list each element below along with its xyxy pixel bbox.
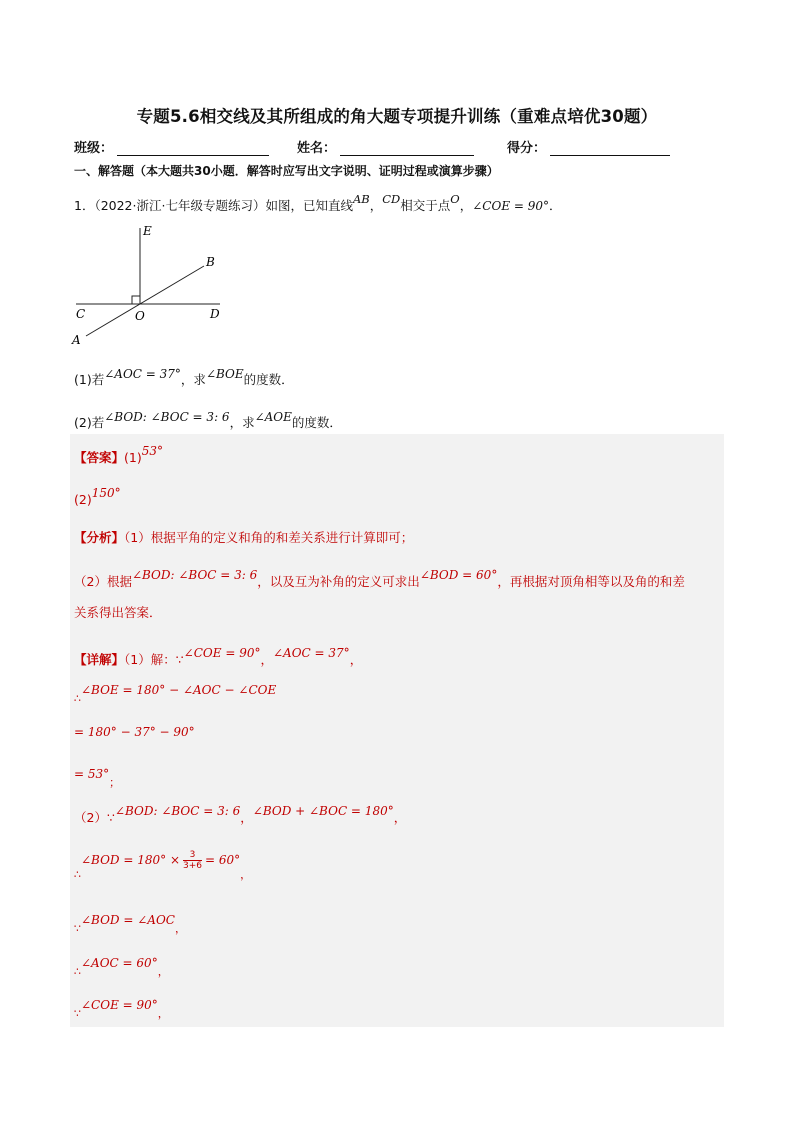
name-field [297, 137, 474, 156]
label-c: C [76, 307, 86, 321]
detail-line-5 [74, 804, 407, 826]
question-1-stem [74, 192, 562, 214]
score-label: 得分： [507, 141, 547, 156]
analysis-math-ratio: ∠BOD: ∠BOC = 3: 6 [131, 568, 258, 582]
because-symbol: ∵ [74, 1007, 81, 1020]
class-field [74, 137, 269, 156]
geometry-figure [70, 222, 230, 350]
detail-math-vertical: ∠BOD = ∠AOC [81, 913, 175, 927]
analysis-line-3 [74, 603, 162, 621]
detail-math-bod-calc-b: = 60° [205, 853, 241, 867]
therefore-symbol: ∴ [74, 868, 81, 881]
analysis-line2-post: ，再根据对顶角相等以及角的和差 [497, 574, 685, 589]
analysis-tag: 【分析】 [74, 530, 125, 545]
detail-line-1 [74, 646, 363, 668]
sub2-mid: ，求 [229, 415, 255, 430]
therefore-symbol: ∴ [74, 965, 81, 978]
answer-line-2 [74, 486, 121, 507]
detail-tag: 【详解】 [74, 652, 125, 667]
analysis-line-2 [74, 568, 685, 590]
class-blank[interactable] [117, 141, 269, 156]
detail-line-4 [74, 766, 121, 789]
sub1-math-aoc: ∠AOC = 37° [104, 367, 181, 381]
detail-line-6 [74, 850, 252, 881]
detail-math-boe-expr: ∠BOE = 180° − ∠AOC − ∠COE [81, 683, 277, 697]
score-field [507, 137, 670, 156]
label-b: B [206, 255, 215, 269]
class-label: 班级： [74, 141, 114, 156]
comma: ， [459, 198, 473, 213]
detail-line-2 [74, 682, 277, 705]
comma: ， [349, 652, 363, 667]
semicolon: ； [109, 776, 121, 789]
comma: ， [260, 652, 273, 667]
analysis-line-1 [74, 528, 413, 546]
detail-math-ratio: ∠BOD: ∠BOC = 3: 6 [114, 804, 241, 818]
fraction [183, 850, 202, 871]
sub-question-1 [74, 367, 294, 388]
sub1-post: 的度数． [243, 372, 294, 387]
comma: ， [393, 810, 407, 825]
sub-question-2 [74, 410, 342, 431]
fraction-numerator: 3 [183, 850, 202, 861]
score-blank[interactable] [550, 141, 670, 156]
fraction-denominator: 3+6 [183, 861, 203, 871]
comma: ， [240, 868, 252, 881]
answer-line-1 [74, 444, 164, 466]
detail-line-3 [74, 724, 195, 739]
sub1-pre: (1)若 [74, 372, 105, 387]
detail-line-9 [74, 997, 169, 1020]
detail-math-coe-again: ∠COE = 90° [81, 998, 158, 1012]
sub2-math-ratio: ∠BOD: ∠BOC = 3: 6 [104, 410, 230, 424]
detail-line-7 [74, 912, 186, 935]
label-o: O [135, 309, 145, 323]
analysis-line2-pre: （2）根据 [74, 574, 132, 589]
sub1-mid: ，求 [180, 372, 206, 387]
detail-l5-pre: （2）∵ [74, 810, 115, 825]
detail-math-result: = 53° [74, 767, 110, 781]
therefore-symbol: ∴ [74, 692, 81, 705]
point-o: O [450, 192, 460, 206]
question-1-prefix: 1．（2022·浙江·七年级专题练习）如图，已知直线 [74, 198, 353, 213]
analysis-text-1: （1）根据平角的定义和角的和差关系进行计算即可； [124, 530, 414, 545]
label-d: D [210, 307, 220, 321]
name-label: 姓名： [297, 141, 337, 156]
name-blank[interactable] [340, 141, 474, 156]
analysis-math-bod: ∠BOD = 60° [419, 568, 498, 582]
detail-math-calc: = 180° − 37° − 90° [74, 725, 195, 739]
sub1-math-boe: ∠BOE [205, 367, 244, 381]
period: ． [549, 198, 562, 213]
detail-line-8 [74, 955, 169, 978]
analysis-line2-mid: ，以及互为补角的定义可求出 [257, 574, 420, 589]
detail-l1-pre: （1）解：∵ [124, 652, 184, 667]
comma: ， [369, 198, 383, 213]
answer-value-1: 53° [141, 444, 164, 458]
condition-coe: ∠COE = 90° [472, 199, 550, 213]
detail-math-coe: ∠COE = 90° [183, 646, 261, 660]
analysis-text-3: 关系得出答案． [74, 605, 162, 620]
right-angle-mark [132, 296, 140, 304]
line-ab-segment [86, 266, 204, 336]
answer-tag: 【答案】 [74, 450, 125, 465]
detail-math-aoc-result: ∠AOC = 60° [81, 956, 158, 970]
page-title: 专题5.6相交线及其所组成的角大题专项提升训练（重难点培优30题） [136, 107, 658, 126]
comma: ， [157, 1007, 169, 1020]
answer-part-1: (1) [124, 450, 142, 465]
detail-math-sum: ∠BOD + ∠BOC = 180° [252, 804, 394, 818]
line-ab: AB [352, 192, 370, 206]
comma: ， [240, 810, 253, 825]
question-1-mid: 相交于点 [400, 198, 451, 213]
sub2-post: 的度数． [291, 415, 342, 430]
answer-part-2: (2) [74, 492, 92, 507]
section-heading: 一、解答题（本大题共30小题．解答时应写出文字说明、证明过程或演算步骤） [74, 164, 499, 178]
because-symbol: ∵ [74, 922, 81, 935]
detail-math-bod-calc-a: ∠BOD = 180° × [81, 853, 181, 867]
comma: ， [157, 965, 169, 978]
label-e: E [143, 224, 152, 238]
sub2-pre: (2)若 [74, 415, 105, 430]
label-a: A [72, 333, 81, 347]
sub2-math-aoe: ∠AOE [254, 410, 292, 424]
line-cd: CD [382, 192, 401, 206]
comma: ， [174, 922, 186, 935]
answer-value-2: 150° [91, 486, 121, 500]
detail-math-aoc: ∠AOC = 37° [272, 646, 350, 660]
